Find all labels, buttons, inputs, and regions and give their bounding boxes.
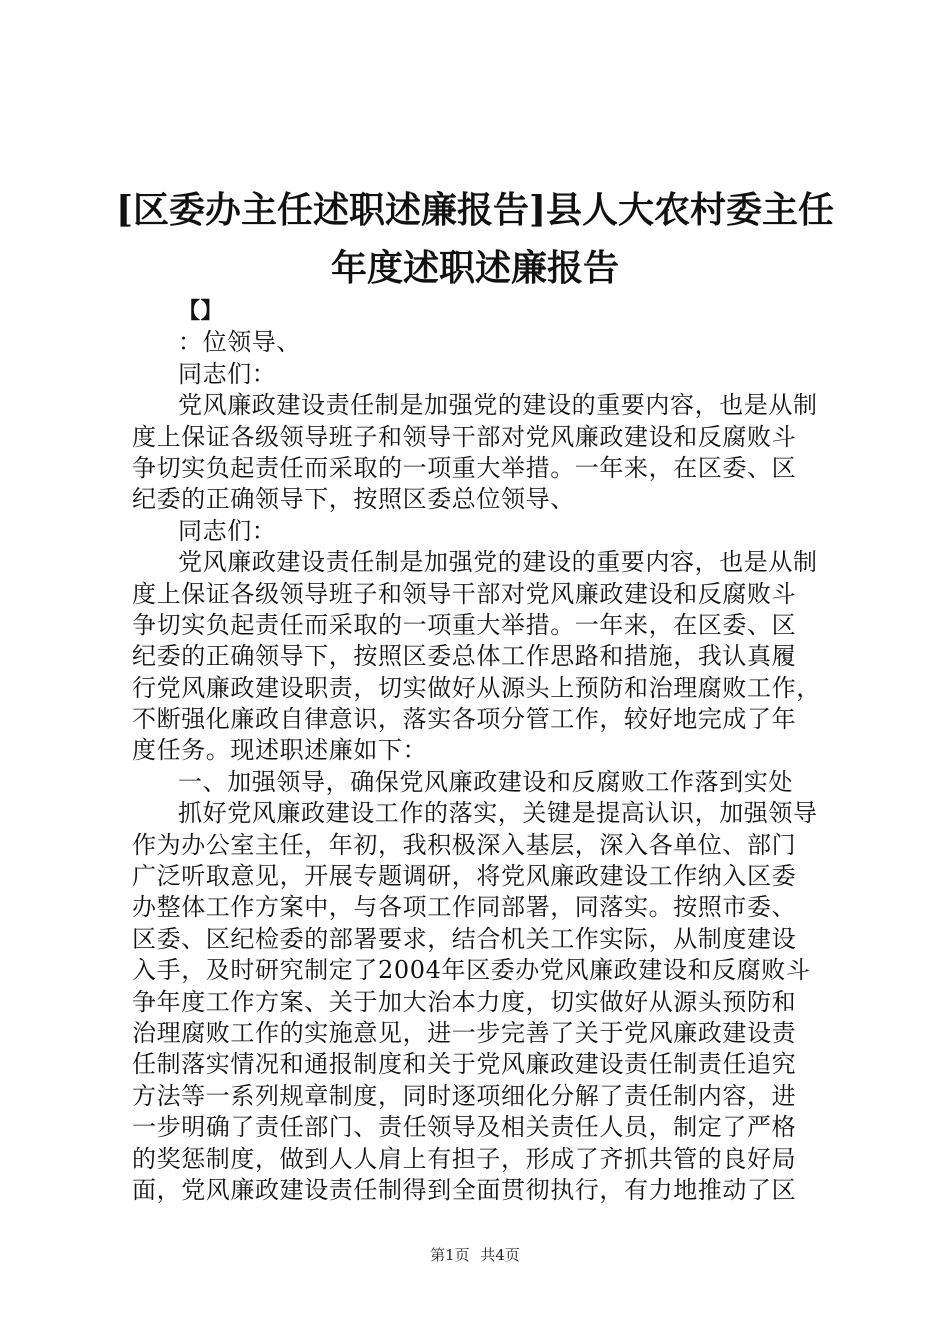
text-line: 抓好党风廉政建设工作的落实，关键是提高认识，加强领导 xyxy=(178,799,818,828)
text-line: 任制落实情况和通报制度和关于党风廉政建设责任制责任追究 xyxy=(132,1050,797,1079)
text-line: 度上保证各级领导班子和领导干部对党风廉政建设和反腐败斗 xyxy=(132,422,797,451)
text-line: 纪委的正确领导下，按照区委总位领导、 xyxy=(132,485,575,514)
text-line: 入手，及时研究制定了2004年区委办党风廉政建设和反腐败斗 xyxy=(132,956,811,985)
text-line: 党风廉政建设责任制是加强党的建设的重要内容，也是从制 xyxy=(178,548,818,577)
document-body xyxy=(132,296,832,1206)
text-line: 行党风廉政建设职责，切实做好从源头上预防和治理腐败工作， xyxy=(132,673,821,702)
text-line: 争年度工作方案、关于加大治本力度，切实做好从源头预防和 xyxy=(132,987,797,1016)
document-title-line-2: 年度述职述廉报告 xyxy=(330,247,619,289)
text-line: 办整体工作方案中，与各项工作同部署，同落实。按照市委、 xyxy=(132,893,797,922)
text-line: 区委、区纪检委的部署要求，结合机关工作实际，从制度建设 xyxy=(132,924,797,953)
page-total: 共4页 xyxy=(480,1246,520,1264)
document-title-line-1: [区委办主任述职述廉报告]县人大农村委主任 xyxy=(115,189,835,231)
text-line: 争切实负起责任而采取的一项重大举措。一年来，在区委、区 xyxy=(132,453,797,482)
text-line: 面，党风廉政建设责任制得到全面贯彻执行，有力地推动了区 xyxy=(132,1175,797,1204)
text-line: 同志们： xyxy=(178,516,277,545)
text-line: 【】 xyxy=(178,298,224,324)
page-number: 第1页 xyxy=(430,1246,470,1264)
text-line: 度任务。现述职述廉如下： xyxy=(132,736,428,765)
text-line: 的奖惩制度，做到人人肩上有担子，形成了齐抓共管的良好局 xyxy=(132,1144,797,1173)
text-line: 方法等一系列规章制度，同时逐项细化分解了责任制内容，进 xyxy=(132,1081,797,1110)
text-line: 一步明确了责任部门、责任领导及相关责任人员，制定了严格 xyxy=(132,1113,797,1142)
text-line: 广泛听取意见，开展专题调研，将党风廉政建设工作纳入区委 xyxy=(132,862,797,891)
text-line: ：位领导、 xyxy=(178,328,301,357)
text-line: 不断强化廉政自律意识，落实各项分管工作，较好地完成了年 xyxy=(132,705,797,734)
text-line: 度上保证各级领导班子和领导干部对党风廉政建设和反腐败斗 xyxy=(132,579,797,608)
text-line: 同志们： xyxy=(178,359,277,388)
section-heading: 一、加强领导，确保党风廉政建设和反腐败工作落到实处 xyxy=(178,767,793,796)
text-line: 党风廉政建设责任制是加强党的建设的重要内容，也是从制 xyxy=(178,391,818,420)
text-line: 争切实负起责任而采取的一项重大举措。一年来，在区委、区 xyxy=(132,610,797,639)
text-line: 纪委的正确领导下，按照区委总体工作思路和措施，我认真履 xyxy=(132,642,797,671)
text-line: 作为办公室主任，年初，我积极深入基层，深入各单位、部门 xyxy=(132,830,797,859)
text-line: 治理腐败工作的实施意见，进一步完善了关于党风廉政建设责 xyxy=(132,1018,797,1047)
page-footer xyxy=(0,1244,950,1265)
